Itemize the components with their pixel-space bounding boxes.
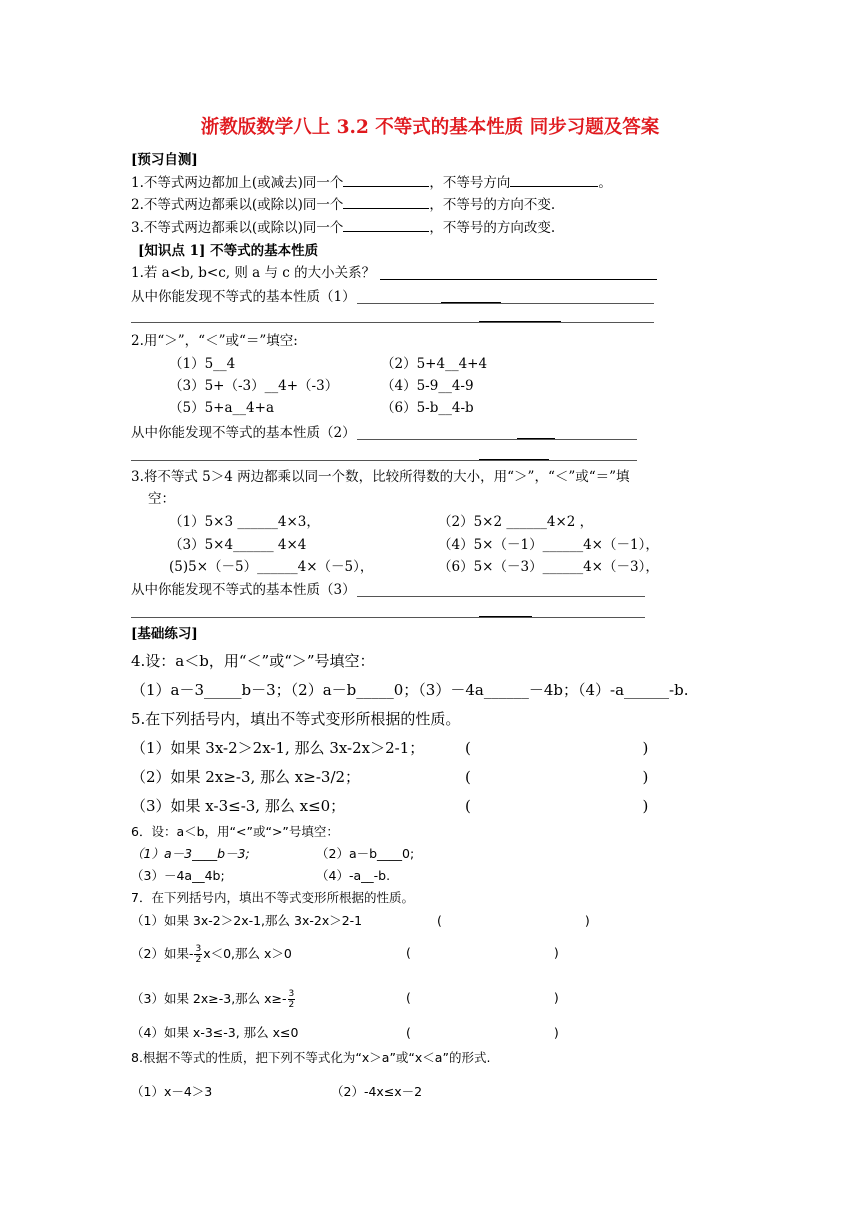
answer-line-highlight <box>479 616 532 617</box>
basic-q7-item-4: （4）如果 x-3≤-3, 那么 x≤0 <box>131 1025 299 1040</box>
answer-paren[interactable]: ( ) <box>465 739 649 757</box>
section-heading-basic: [基础练习] <box>131 626 198 642</box>
kp1-find-1: 从中你能发现不等式的基本性质（1） <box>131 289 356 305</box>
kp1-q3-item-1: （1）5×3 ______4×3， <box>169 514 320 530</box>
kp1-q2-item-4: （4）5-9__4-9 <box>381 378 474 394</box>
answer-paren[interactable]: ( ) <box>406 945 559 960</box>
answer-line[interactable] <box>357 596 645 597</box>
kp1-question-2: 2.用“＞”，“＜”或“＝”填空: <box>131 333 298 349</box>
basic-q7-item-1: （1）如果 3x-2＞2x-1,那么 3x-2x＞2-1 <box>131 913 363 928</box>
fraction-3-over-2 <box>288 989 296 1010</box>
preview-item-1-text-a: 1.不等式两边都加上(或减去)同一个 <box>131 175 344 191</box>
kp1-q3-item-5: (5)5×（－5）______4×（－5）， <box>169 559 374 575</box>
answer-paren[interactable]: ( ) <box>437 913 590 928</box>
answer-line-highlight <box>479 459 549 460</box>
answer-paren[interactable]: ( ) <box>465 768 649 786</box>
basic-q7-item-2 <box>131 944 292 965</box>
basic-question-8: 8.根据不等式的性质，把下列不等式化为“x＞a”或“x＜a”的形式. <box>131 1050 491 1065</box>
basic-question-6: 6．设：a＜b，用“<”或“>”号填空： <box>131 824 339 839</box>
fraction-denominator: 2 <box>288 1000 295 1010</box>
basic-q5-paren-3[interactable] <box>465 796 648 816</box>
answer-line[interactable] <box>357 439 637 440</box>
answer-blank[interactable] <box>510 174 598 187</box>
basic-q5-item-3: （3）如果 x-3≤-3, 那么 x≤0； <box>131 797 346 815</box>
answer-line-highlight <box>479 321 561 322</box>
preview-item-1-text-b: ，不等号方向 <box>429 175 511 191</box>
answer-line[interactable] <box>131 322 654 323</box>
basic-question-4: 4.设：a＜b，用“＜”或“＞”号填空： <box>131 652 375 670</box>
answer-line-highlight <box>441 302 501 303</box>
basic-q5-paren-2[interactable] <box>465 767 648 787</box>
fraction-3-over-2 <box>194 944 202 965</box>
kp1-find-2: 从中你能发现不等式的基本性质（2） <box>131 425 356 441</box>
basic-q7-item-3 <box>131 989 296 1010</box>
basic-q6-item-1 <box>131 845 250 863</box>
answer-blank[interactable] <box>343 219 429 232</box>
kp1-question-3-line-2: 空： <box>148 491 175 507</box>
basic-q7-paren-2[interactable] <box>406 944 559 962</box>
basic-question-5: 5.在下列括号内，填出不等式变形所根据的性质。 <box>131 710 461 728</box>
basic-q8-item-1: （1）x－4＞3 <box>131 1084 213 1099</box>
page-title: 浙教版数学八上 3.2 不等式的基本性质 同步习题及答案 <box>200 117 660 138</box>
section-heading-preview: [预习自测] <box>131 152 198 168</box>
basic-q7-item-3-text-a: （3）如果 2x≥-3,那么 x≥- <box>131 991 287 1006</box>
basic-q5-paren-1[interactable] <box>465 738 648 758</box>
kp1-q3-item-6: （6）5×（－3）______4×（－3）， <box>438 559 659 575</box>
kp1-question-3-line-1: 3.将不等式 5＞4 两边都乘以同一个数，比较所得数的大小，用“＞”，“＜”或“＝”填 <box>131 469 630 485</box>
kp1-q3-item-3: （3）5×4______ 4×4 <box>169 537 307 553</box>
kp1-q2-item-2: （2）5+4__4+4 <box>381 356 488 372</box>
basic-q6-item-3: （3）－4a__4b; <box>131 868 225 883</box>
answer-line[interactable] <box>357 303 654 304</box>
kp1-q3-item-4: （4）5×（－1）______4×（－1）， <box>438 537 659 553</box>
preview-item-1 <box>131 174 612 192</box>
basic-q8-item-2: （2）-4x≤x－2 <box>331 1084 423 1099</box>
kp1-q3-item-2: （2）5×2 ______4×2 ， <box>438 514 594 530</box>
preview-item-1-text-c: 。 <box>598 175 612 191</box>
answer-blank[interactable] <box>343 196 429 209</box>
kp1-q2-item-5: （5）5+a__4+a <box>169 400 274 416</box>
answer-line-highlight <box>517 438 555 439</box>
basic-q5-item-1: （1）如果 3x-2＞2x-1, 那么 3x-2x＞2-1； <box>131 739 425 757</box>
basic-question-7: 7．在下列括号内，填出不等式变形所根据的性质。 <box>131 890 414 905</box>
preview-item-3-text-a: 3.不等式两边都乘以(或除以)同一个 <box>131 220 344 236</box>
answer-paren[interactable]: ( ) <box>406 1025 559 1040</box>
kp1-find-3: 从中你能发现不等式的基本性质（3） <box>131 582 356 598</box>
fraction-denominator: 2 <box>195 955 202 965</box>
answer-line[interactable] <box>380 279 657 280</box>
basic-q6-item-4: （4）-a__-b. <box>316 868 391 883</box>
basic-q7-paren-4[interactable] <box>406 1024 559 1042</box>
kp1-question-1-text: 1.若 a<b, b<c, 则 a 与 c 的大小关系？ <box>131 265 376 281</box>
preview-item-3-text-b: ，不等号的方向改变. <box>429 220 556 236</box>
answer-paren[interactable]: ( ) <box>406 990 559 1005</box>
preview-item-2 <box>131 196 555 214</box>
answer-line[interactable] <box>131 460 637 461</box>
kp1-q2-item-1: （1）5__4 <box>169 356 236 372</box>
basic-q7-paren-1[interactable] <box>437 912 590 930</box>
answer-line[interactable] <box>131 617 645 618</box>
basic-q6-item-1-text: （1）a－3____b－3; <box>131 846 250 861</box>
preview-item-3 <box>131 219 555 237</box>
section-heading-knowledge-1: [知识点 1] 不等式的基本性质 <box>138 243 319 259</box>
fraction-numerator: 3 <box>195 944 202 954</box>
basic-q5-item-2: （2）如果 2x≥-3, 那么 x≥-3/2； <box>131 768 361 786</box>
answer-blank[interactable] <box>343 174 429 187</box>
preview-item-2-text-b: ，不等号的方向不变. <box>429 197 556 213</box>
basic-q7-paren-3[interactable] <box>406 989 559 1007</box>
answer-paren[interactable]: ( ) <box>465 797 649 815</box>
basic-q7-item-2-text-a: （2）如果- <box>131 946 194 961</box>
fraction-numerator: 3 <box>288 989 295 999</box>
kp1-q2-item-6: （6）5-b__4-b <box>381 400 474 416</box>
preview-item-2-text-a: 2.不等式两边都乘以(或除以)同一个 <box>131 197 344 213</box>
basic-q6-item-2: （2）a－b____0; <box>316 846 415 861</box>
basic-q7-item-2-text-b: x＜0,那么 x＞0 <box>203 946 292 961</box>
basic-q4-items: （1）a－3_____b－3；（2）a－b_____0；（3）－4a______－4b；（4）-a______-b. <box>131 681 689 699</box>
kp1-q2-item-3: （3）5+（-3）__4+（-3） <box>169 378 339 394</box>
kp1-question-1 <box>131 264 375 282</box>
